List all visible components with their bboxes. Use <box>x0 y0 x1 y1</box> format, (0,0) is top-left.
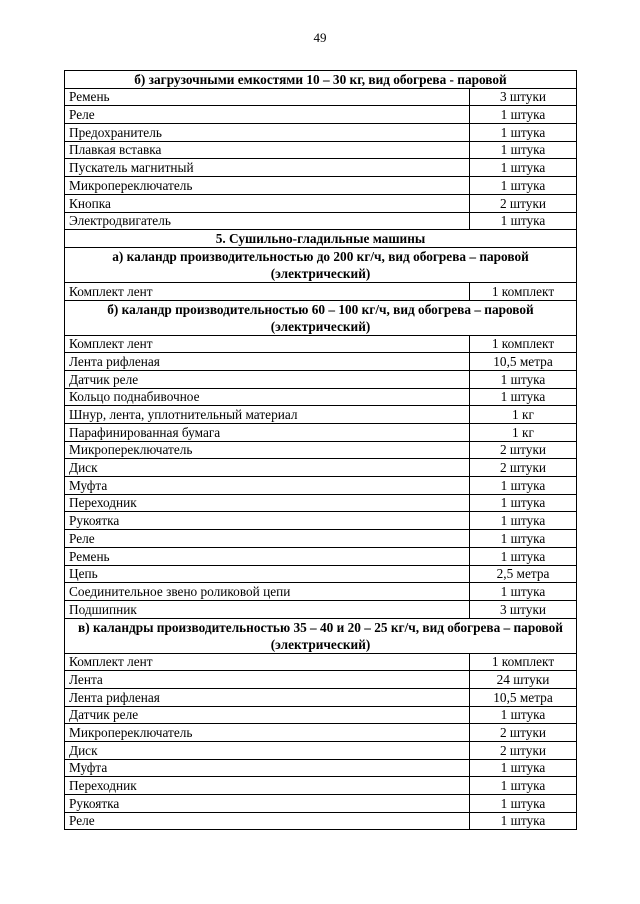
quantity-cell: 1 комплект <box>470 282 577 300</box>
quantity-cell: 1 штука <box>470 177 577 195</box>
item-name-cell: Муфта <box>65 759 470 777</box>
item-name-cell: Электродвигатель <box>65 212 470 230</box>
section-header: 5. Сушильно-гладильные машины <box>65 230 577 248</box>
table-row <box>65 812 577 830</box>
table-row <box>65 777 577 795</box>
quantity-cell: 1 штука <box>470 530 577 548</box>
table-row <box>65 441 577 459</box>
quantity-cell: 3 штуки <box>470 88 577 106</box>
table-row <box>65 653 577 671</box>
table-body <box>65 71 577 830</box>
quantity-cell: 1 штука <box>470 795 577 813</box>
item-name-cell: Рукоятка <box>65 512 470 530</box>
item-name-cell: Лента рифленая <box>65 353 470 371</box>
table-row <box>65 177 577 195</box>
table-row <box>65 353 577 371</box>
section-header-row <box>65 230 577 248</box>
quantity-cell: 1 кг <box>470 424 577 442</box>
table-row <box>65 141 577 159</box>
quantity-cell: 1 комплект <box>470 335 577 353</box>
table-row <box>65 565 577 583</box>
item-name-cell: Ремень <box>65 547 470 565</box>
quantity-cell: 1 штука <box>470 759 577 777</box>
table-row <box>65 212 577 230</box>
table-row <box>65 335 577 353</box>
item-name-cell: Диск <box>65 742 470 760</box>
quantity-cell: 1 штука <box>470 388 577 406</box>
table-row <box>65 370 577 388</box>
page-number: 49 <box>313 30 327 45</box>
item-name-cell: Датчик реле <box>65 706 470 724</box>
quantity-cell: 1 штука <box>470 106 577 124</box>
quantity-cell: 1 штука <box>470 494 577 512</box>
table-row <box>65 406 577 424</box>
quantity-cell: 1 кг <box>470 406 577 424</box>
table-row <box>65 795 577 813</box>
quantity-cell: 1 штука <box>470 512 577 530</box>
quantity-cell: 10,5 метра <box>470 353 577 371</box>
table-row <box>65 459 577 477</box>
table-row <box>65 688 577 706</box>
item-name-cell: Кольцо поднабивочное <box>65 388 470 406</box>
item-name-cell: Комплект лент <box>65 653 470 671</box>
item-name-cell: Предохранитель <box>65 124 470 142</box>
item-name-cell: Рукоятка <box>65 795 470 813</box>
quantity-cell: 1 штука <box>470 547 577 565</box>
item-name-cell: Лента рифленая <box>65 688 470 706</box>
quantity-cell: 1 штука <box>470 159 577 177</box>
quantity-cell: 1 штука <box>470 583 577 601</box>
table-row <box>65 530 577 548</box>
item-name-cell: Микропереключатель <box>65 177 470 195</box>
quantity-cell: 2 штуки <box>470 742 577 760</box>
section-header: в) каландры производительностью 35 – 40 и 20 – 25 кг/ч, вид обогрева – паровой (электрический) <box>65 618 577 653</box>
item-name-cell: Пускатель магнитный <box>65 159 470 177</box>
table-row <box>65 494 577 512</box>
table-row <box>65 388 577 406</box>
quantity-cell: 2 штуки <box>470 194 577 212</box>
table-row <box>65 547 577 565</box>
item-name-cell: Лента <box>65 671 470 689</box>
table-row <box>65 424 577 442</box>
item-name-cell: Цепь <box>65 565 470 583</box>
quantity-cell: 1 штука <box>470 706 577 724</box>
quantity-cell: 2 штуки <box>470 459 577 477</box>
quantity-cell: 10,5 метра <box>470 688 577 706</box>
table-row <box>65 724 577 742</box>
table-row <box>65 194 577 212</box>
quantity-cell: 2 штуки <box>470 724 577 742</box>
table-row <box>65 600 577 618</box>
section-header-row <box>65 618 577 653</box>
table-row <box>65 159 577 177</box>
item-name-cell: Плавкая вставка <box>65 141 470 159</box>
table-row <box>65 88 577 106</box>
table-row <box>65 512 577 530</box>
item-name-cell: Комплект лент <box>65 282 470 300</box>
quantity-cell: 2 штуки <box>470 441 577 459</box>
item-name-cell: Диск <box>65 459 470 477</box>
section-header-row <box>65 247 577 282</box>
quantity-cell: 1 штука <box>470 777 577 795</box>
table-row <box>65 282 577 300</box>
table-row <box>65 106 577 124</box>
item-name-cell: Микропереключатель <box>65 441 470 459</box>
section-header-row <box>65 300 577 335</box>
quantity-cell: 3 штуки <box>470 600 577 618</box>
item-name-cell: Датчик реле <box>65 370 470 388</box>
table-row <box>65 124 577 142</box>
table-row <box>65 477 577 495</box>
quantity-cell: 24 штуки <box>470 671 577 689</box>
item-name-cell: Реле <box>65 812 470 830</box>
table-row <box>65 671 577 689</box>
section-header: б) загрузочными емкостями 10 – 30 кг, вид обогрева - паровой <box>65 71 577 89</box>
item-name-cell: Муфта <box>65 477 470 495</box>
item-name-cell: Реле <box>65 106 470 124</box>
item-name-cell: Шнур, лента, уплотнительный материал <box>65 406 470 424</box>
item-name-cell: Комплект лент <box>65 335 470 353</box>
quantity-cell: 1 комплект <box>470 653 577 671</box>
quantity-cell: 1 штука <box>470 141 577 159</box>
item-name-cell: Реле <box>65 530 470 548</box>
item-name-cell: Переходник <box>65 777 470 795</box>
item-name-cell: Микропереключатель <box>65 724 470 742</box>
quantity-cell: 2,5 метра <box>470 565 577 583</box>
quantity-cell: 1 штука <box>470 477 577 495</box>
item-name-cell: Подшипник <box>65 600 470 618</box>
item-name-cell: Переходник <box>65 494 470 512</box>
item-name-cell: Кнопка <box>65 194 470 212</box>
table-row <box>65 706 577 724</box>
table-row <box>65 759 577 777</box>
table-row <box>65 583 577 601</box>
table-row <box>65 742 577 760</box>
item-name-cell: Ремень <box>65 88 470 106</box>
item-name-cell: Парафинированная бумага <box>65 424 470 442</box>
quantity-cell: 1 штука <box>470 212 577 230</box>
section-header: б) каландр производительностью 60 – 100 кг/ч, вид обогрева – паровой (электрический) <box>65 300 577 335</box>
quantity-cell: 1 штука <box>470 812 577 830</box>
spare-parts-table <box>64 70 577 830</box>
section-header-row <box>65 71 577 89</box>
item-name-cell: Соединительное звено роликовой цепи <box>65 583 470 601</box>
quantity-cell: 1 штука <box>470 370 577 388</box>
quantity-cell: 1 штука <box>470 124 577 142</box>
section-header: а) каландр производительностью до 200 кг/ч, вид обогрева – паровой (электрический) <box>65 247 577 282</box>
